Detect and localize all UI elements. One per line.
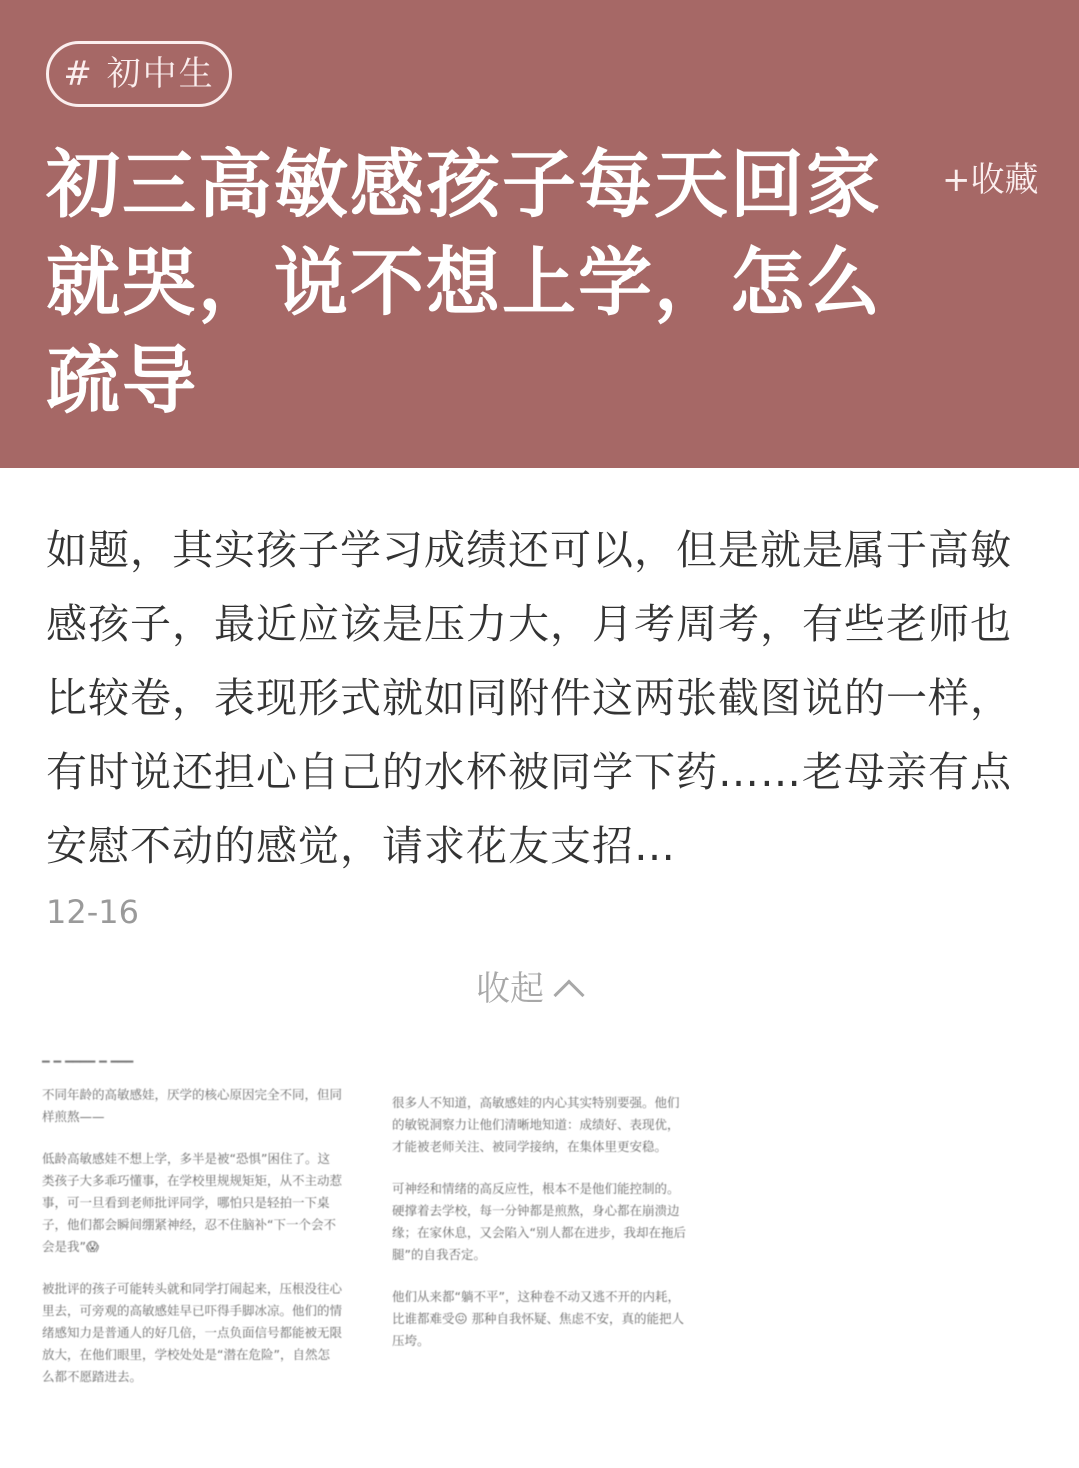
collect-button[interactable]: +收藏 xyxy=(942,160,1039,200)
post-header xyxy=(0,0,1079,468)
collapse-button[interactable] xyxy=(476,967,580,1011)
chevron-up-icon xyxy=(553,979,584,1010)
attachment-paragraph: 不同年龄的高敏感娃，厌学的核心原因完全不同，但同样煎熬—— xyxy=(42,1087,342,1124)
post-body: 如题，其实孩子学习成绩还可以，但是就是属于高敏感孩子，最近应该是压力大，月考周考，有些老师也比较卷，表现形式就如同附件这两张截图说的一样，有时说还担心自己的水杯被同学下药……老母亲有点安慰不动的感觉，请求花友支招… xyxy=(46,526,1012,870)
attachment-paragraph: 被批评的孩子可能转头就和同学打闹起来，压根没往心里去，可旁观的高敏感娃早已吓得手脚冰凉。他们的情绪感知力是普通人的好几倍，一点负面信号都能被无限放大，在他们眼里，学校处处是“潜在危险”，自然怎么都不愿踏进去。 xyxy=(42,1281,342,1384)
post-date: 12-16 xyxy=(46,893,139,931)
attachment-paragraph: 低龄高敏感娃不想上学，多半是被“恐惧”困住了。这类孩子大多乖巧懂事，在学校里规规矩矩，从不主动惹事，可一旦看到老师批评同学，哪怕只是轻拍一下桌子，他们都会瞬间绷紧神经，忍不住脑补“下一个会不会是我”😱 xyxy=(42,1151,342,1254)
topic-tag[interactable]: # 初中生 xyxy=(46,41,232,107)
attachment-paragraph: 可神经和情绪的高反应性，根本不是他们能控制的。硬撑着去学校，每一分钟都是煎熬，身心都在崩溃边缘；在家休息，又会陷入“别人都在进步，我却在拖后腿”的自我否定。 xyxy=(392,1181,686,1262)
attachment-paragraph: 很多人不知道，高敏感娃的内心其实特别要强。他们的敏锐洞察力让他们清晰地知道：成绩好、表现优，才能被老师关注、被同学接纳，在集体里更安稳。 xyxy=(392,1095,680,1154)
collapse-label: 收起 xyxy=(476,969,544,1009)
attachment-image-1[interactable] xyxy=(42,1060,342,1390)
post-title: 初三高敏感孩子每天回家就哭，说不想上学，怎么疏导 xyxy=(46,142,882,424)
attachment-paragraph: 他们从来都“躺不平”，这种卷不动又逃不开的内耗，比谁都难受😖 那种自我怀疑、焦虑不安，真的能把人压垮。 xyxy=(392,1289,685,1348)
attachment-cut-line: ━ ━ ━━━━ ━ ━━━ xyxy=(42,1060,134,1069)
attachment-image-2[interactable] xyxy=(392,1092,688,1377)
